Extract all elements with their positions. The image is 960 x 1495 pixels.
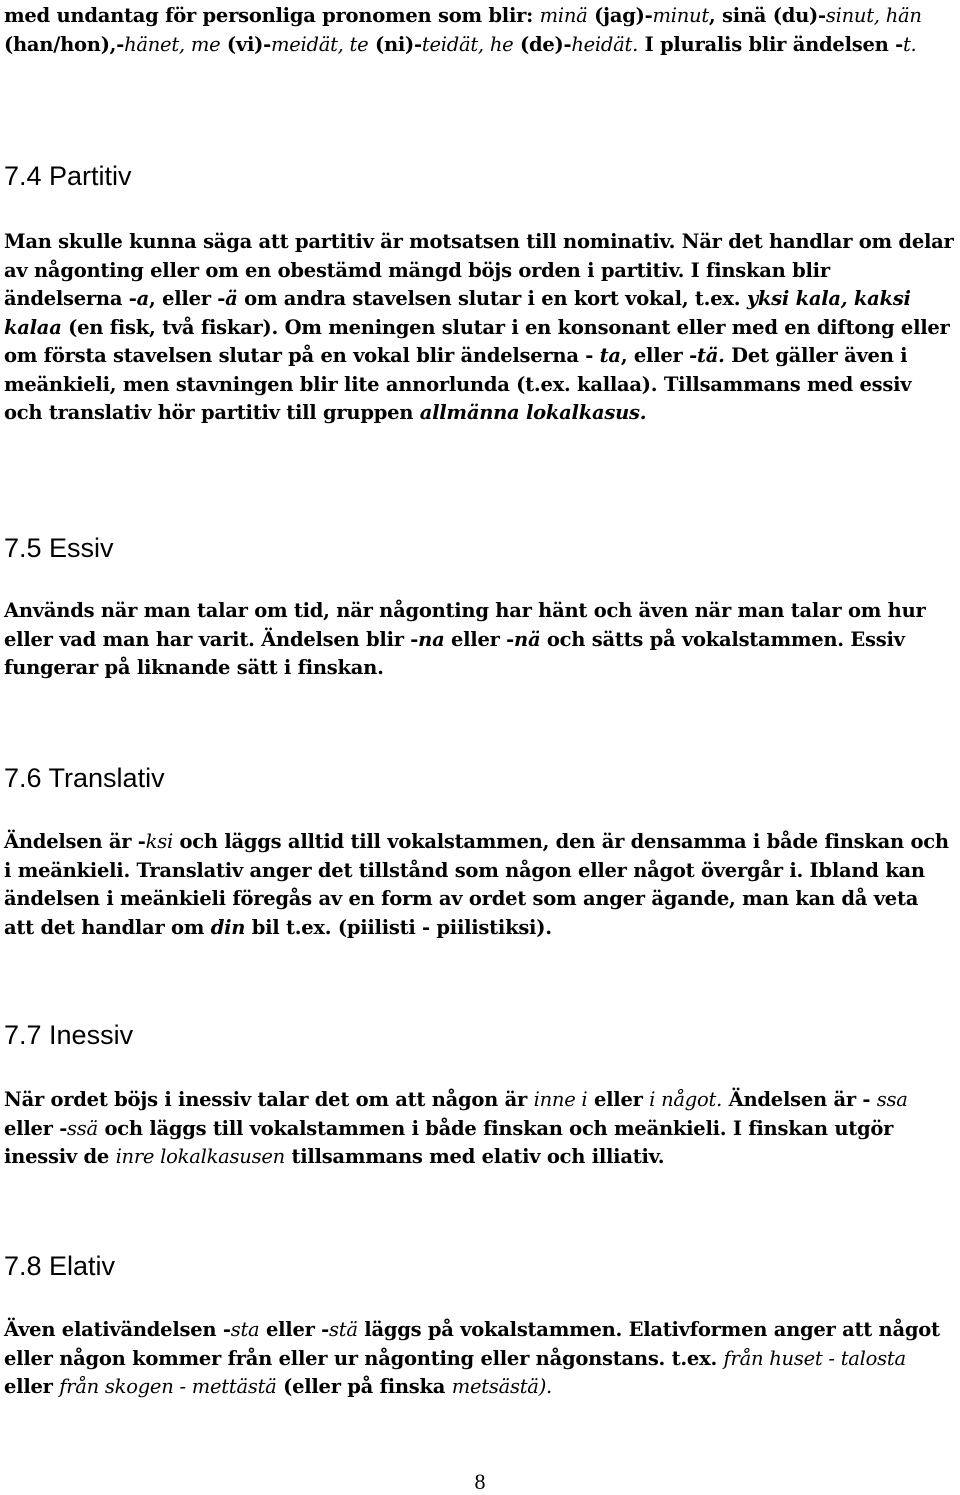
text-run-italic: na — [418, 627, 445, 651]
text-run: tillsammans med elativ och illiativ. — [284, 1145, 665, 1168]
text-run: Även elativändelsen - — [4, 1318, 231, 1341]
section-heading-translativ: 7.6 Translativ — [4, 763, 165, 793]
text-run: I pluralis blir ändelsen - — [638, 32, 903, 56]
text-run-italic: ssa — [876, 1088, 908, 1111]
text-run-italic: inre lokalkasusen — [115, 1145, 285, 1168]
text-run-italic: minä — [539, 4, 588, 27]
translativ-paragraph — [4, 828, 954, 942]
text-run: eller - — [444, 627, 515, 651]
text-run-italic: minut — [652, 4, 709, 27]
section-heading-inessiv: 7.7 Inessiv — [4, 1020, 134, 1050]
text-run-italic: ksi — [145, 830, 173, 853]
essiv-paragraph — [4, 597, 954, 683]
intro-paragraph — [4, 2, 954, 59]
text-run-italic: allmänna lokalkasus. — [419, 401, 647, 424]
text-run-italic: från skogen - mettästä — [59, 1375, 277, 1398]
text-run-italic: sta — [230, 1318, 260, 1341]
text-run-italic: stä — [329, 1318, 358, 1341]
text-run-italic: ä — [225, 287, 238, 310]
text-run: , eller - — [620, 344, 697, 367]
text-run-italic: teidät, he — [421, 32, 514, 56]
text-run: eller - — [259, 1318, 330, 1341]
page-number: 8 — [474, 1469, 486, 1494]
section-heading-essiv: 7.5 Essiv — [4, 533, 114, 563]
text-run: Det gäller även i meänkieli, men stavningen blir lite annorlunda (t.ex. kallaa). Tillsammans med essiv och translativ hör partitiv till gruppen — [4, 344, 912, 424]
text-run-italic: i något. — [649, 1088, 723, 1111]
text-run-italic: yksi kala, kaksi kalaa — [4, 287, 911, 339]
text-run: (ni)- — [368, 32, 422, 56]
text-run: eller - — [4, 1116, 68, 1140]
text-run: om andra stavelsen slutar i en kort vokal, t.ex. — [237, 287, 747, 310]
text-run: Används när man talar om tid, när någonting har hänt och även när man talar om hur eller vad man har varit. Ändelsen blir - — [4, 599, 926, 651]
text-run: och läggs alltid till vokalstammen, den är densamma i både finskan och i meänkieli. Translativ anger det tillstånd som någon eller något övergår i. Ibland kan ändelsen i meänkieli föregås av en form av ordet som anger ägande, man kan då veta att det handlar om — [4, 830, 949, 939]
text-run: läggs på vokalstammen. Elativformen anger att något eller någon kommer från eller ur någonting eller någonstans. t.ex. — [4, 1318, 940, 1370]
inessiv-paragraph — [4, 1086, 954, 1172]
text-run: Ändelsen är - — [722, 1088, 877, 1111]
text-run-italic: a — [136, 287, 150, 310]
text-run: (han/hon),- — [4, 32, 125, 56]
text-run: (jag)- — [587, 4, 653, 27]
text-run-italic: ssä — [67, 1116, 98, 1140]
text-run-italic: nä — [514, 627, 541, 651]
section-heading-partitiv: 7.4 Partitiv — [4, 161, 132, 191]
text-run: och läggs till vokalstammen i både finskan och meänkieli. I finskan utgör inessiv de — [4, 1116, 894, 1168]
text-run-italic: ta — [599, 344, 621, 367]
text-run-italic: din — [210, 915, 246, 939]
text-run-italic: sinut, hän — [825, 4, 922, 27]
elativ-paragraph — [4, 1316, 954, 1402]
text-run: (de)- — [513, 32, 572, 56]
text-run-italic: hänet, me — [124, 32, 221, 56]
text-run: eller — [4, 1375, 60, 1398]
text-run-italic: heidät. — [571, 32, 639, 56]
text-run-italic: från huset - talosta — [723, 1346, 906, 1370]
text-run-italic: t. — [902, 32, 917, 56]
text-run: med undantag för personliga pronomen som blir: — [4, 4, 540, 27]
text-run: , sinä (du)- — [708, 4, 826, 27]
text-run: eller — [587, 1088, 650, 1111]
text-run: (eller på finska — [276, 1375, 452, 1398]
text-run-italic: tä. — [696, 344, 725, 367]
text-run: bil t.ex. (piilisti - piilistiksi). — [245, 915, 552, 939]
text-run-italic: meidät, te — [270, 32, 369, 56]
text-run: och sätts på vokalstammen. Essiv fungerar på liknande sätt i finskan. — [4, 627, 905, 679]
text-run: Ändelsen är - — [4, 830, 146, 853]
text-run: Man skulle kunna säga att partitiv är motsatsen till nominativ. När det handlar om delar av någonting eller om en obestämd mängd böjs orden i partitiv. I finskan blir ändelserna - — [4, 230, 954, 310]
text-run-italic: inne i — [533, 1088, 588, 1111]
text-run: (vi)- — [220, 32, 271, 56]
text-run: När ordet böjs i inessiv talar det om att någon är — [4, 1088, 534, 1111]
text-run: (en fisk, två fiskar). Om meningen slutar i en konsonant eller med en diftong eller om första stavelsen slutar på en vokal blir ändelserna - — [4, 315, 950, 367]
section-heading-elativ: 7.8 Elativ — [4, 1251, 116, 1281]
text-run: , eller - — [149, 287, 226, 310]
text-run-italic: metsästä). — [451, 1375, 552, 1398]
partitiv-paragraph — [4, 228, 954, 428]
